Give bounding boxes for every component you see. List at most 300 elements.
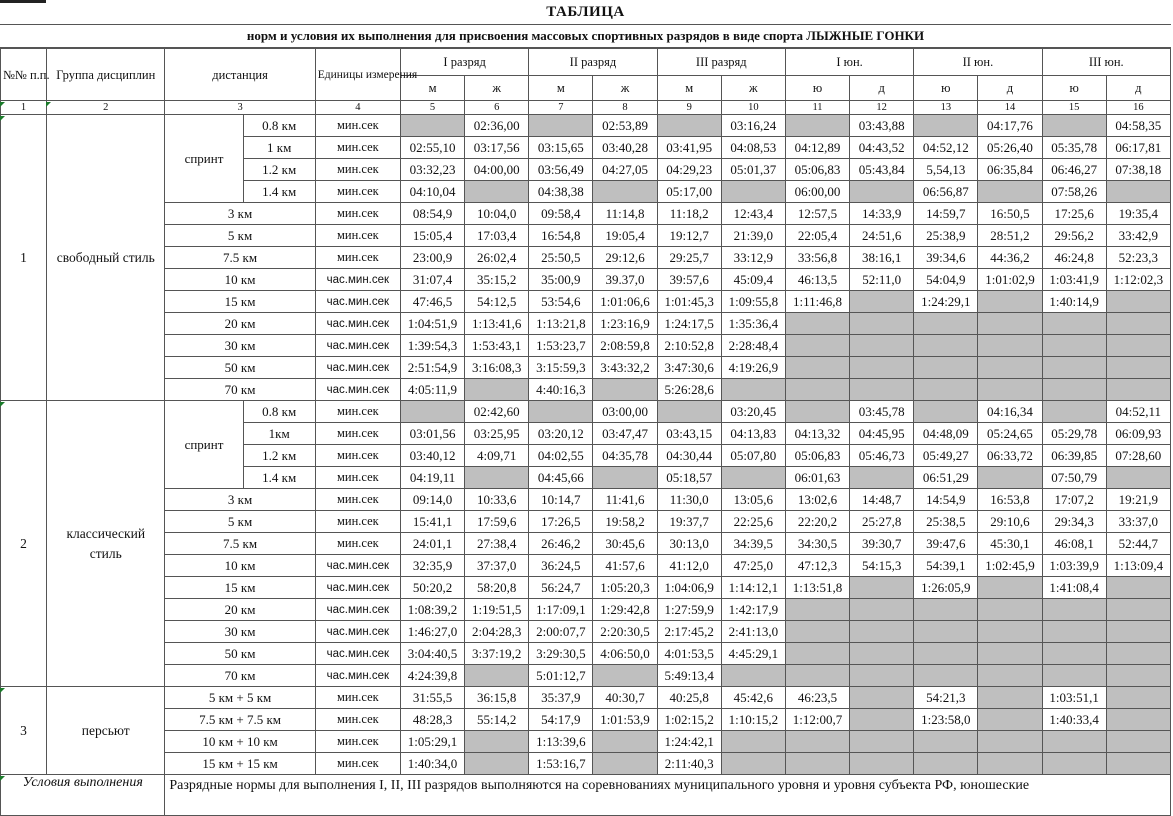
norm-value: 1:05:29,1 — [400, 731, 464, 753]
norm-value: 47:25,0 — [721, 555, 785, 577]
units-cell: мин.сек — [315, 511, 400, 533]
norm-value: 39.37,0 — [593, 269, 657, 291]
header-gender: ж — [593, 76, 657, 101]
norm-value: 26:46,2 — [529, 533, 593, 555]
norm-value: 04:00,00 — [465, 159, 529, 181]
norm-value — [593, 379, 657, 401]
units-cell: час.мин.сек — [315, 599, 400, 621]
table-row — [1, 225, 1171, 247]
header-gender: ж — [721, 76, 785, 101]
header-units: Единицы измерения — [315, 49, 400, 101]
norm-value: 4:19:26,9 — [721, 357, 785, 379]
norm-value — [978, 335, 1042, 357]
norm-value: 4:06:50,0 — [593, 643, 657, 665]
section-number: 3 — [1, 687, 47, 775]
norm-value: 04:35,78 — [593, 445, 657, 467]
norm-value — [1042, 357, 1106, 379]
header-rank: I разряд — [400, 49, 528, 76]
table-row — [1, 247, 1171, 269]
norm-value — [978, 577, 1042, 599]
norm-value — [1106, 753, 1170, 775]
norm-value: 03:00,00 — [593, 401, 657, 423]
section-number: 2 — [1, 401, 47, 687]
norm-value — [785, 115, 849, 137]
norm-value: 04:27,05 — [593, 159, 657, 181]
norm-value: 06:00,00 — [785, 181, 849, 203]
norm-value — [1106, 379, 1170, 401]
distance-cell: 0.8 км — [243, 115, 315, 137]
norm-value: 1:04:06,9 — [657, 577, 721, 599]
norm-value: 06:35,84 — [978, 159, 1042, 181]
norm-value: 3:47:30,6 — [657, 357, 721, 379]
distance-cell: 3 км — [165, 489, 315, 511]
norm-value — [978, 357, 1042, 379]
norm-value: 05:26,40 — [978, 137, 1042, 159]
norm-value: 36:24,5 — [529, 555, 593, 577]
units-cell: мин.сек — [315, 225, 400, 247]
distance-cell: 10 км + 10 км — [165, 731, 315, 753]
norm-value: 25:38,5 — [914, 511, 978, 533]
units-cell: мин.сек — [315, 423, 400, 445]
norm-value: 02:36,00 — [465, 115, 529, 137]
norm-value: 1:09:55,8 — [721, 291, 785, 313]
norm-value: 1:53:16,7 — [529, 753, 593, 775]
header-group: Группа дисциплин — [47, 49, 165, 101]
table-row — [1, 533, 1171, 555]
norm-value: 5,54,13 — [914, 159, 978, 181]
norm-value: 1:12:00,7 — [785, 709, 849, 731]
conditions-row — [1, 775, 1171, 816]
norm-value: 1:13:39,6 — [529, 731, 593, 753]
norm-value — [785, 621, 849, 643]
table-row — [1, 643, 1171, 665]
norm-value: 40:25,8 — [657, 687, 721, 709]
norm-value: 4:09,71 — [465, 445, 529, 467]
table-row — [1, 313, 1171, 335]
header-gender: м — [529, 76, 593, 101]
column-number: 16 — [1106, 101, 1170, 115]
norm-value: 2:28:48,4 — [721, 335, 785, 357]
table-row — [1, 731, 1171, 753]
norm-value: 22:25,6 — [721, 511, 785, 533]
norm-value: 15:41,1 — [400, 511, 464, 533]
norm-value: 04:12,89 — [785, 137, 849, 159]
norm-value — [850, 643, 914, 665]
norm-value: 35:15,2 — [465, 269, 529, 291]
norm-value — [978, 665, 1042, 687]
norm-value: 33:12,9 — [721, 247, 785, 269]
distance-cell: 15 км — [165, 291, 315, 313]
norm-value: 07:50,79 — [1042, 467, 1106, 489]
norm-value — [914, 357, 978, 379]
distance-cell: 70 км — [165, 665, 315, 687]
column-number: 10 — [721, 101, 785, 115]
distance-cell: 1.4 км — [243, 181, 315, 203]
table-row — [1, 357, 1171, 379]
norm-value: 19:58,2 — [593, 511, 657, 533]
norm-value: 1:23:16,9 — [593, 313, 657, 335]
norm-value — [529, 115, 593, 137]
norm-value: 04:10,04 — [400, 181, 464, 203]
norm-value: 39:30,7 — [850, 533, 914, 555]
units-cell: мин.сек — [315, 687, 400, 709]
norm-value: 04:17,76 — [978, 115, 1042, 137]
norm-value: 04:30,44 — [657, 445, 721, 467]
cell-marker-icon — [0, 776, 5, 781]
norm-value — [785, 313, 849, 335]
norm-value: 17:59,6 — [465, 511, 529, 533]
section-number: 1 — [1, 115, 47, 401]
distance-cell: 1.2 км — [243, 445, 315, 467]
column-number: 15 — [1042, 101, 1106, 115]
norm-value: 14:48,7 — [850, 489, 914, 511]
norm-value — [1106, 731, 1170, 753]
norm-value: 29:25,7 — [657, 247, 721, 269]
norm-value: 1:41:08,4 — [1042, 577, 1106, 599]
norm-value — [721, 753, 785, 775]
norm-value: 32:35,9 — [400, 555, 464, 577]
units-cell: мин.сек — [315, 753, 400, 775]
norm-value: 1:40:34,0 — [400, 753, 464, 775]
distance-cell: 15 км — [165, 577, 315, 599]
norm-value: 04:02,55 — [529, 445, 593, 467]
norm-value: 02:42,60 — [465, 401, 529, 423]
units-cell: час.мин.сек — [315, 379, 400, 401]
norm-value: 4:40:16,3 — [529, 379, 593, 401]
norm-value: 38:16,1 — [850, 247, 914, 269]
norm-value: 3:16:08,3 — [465, 357, 529, 379]
norm-value — [978, 687, 1042, 709]
norm-value: 30:13,0 — [657, 533, 721, 555]
norm-value: 44:36,2 — [978, 247, 1042, 269]
header-gender: д — [978, 76, 1042, 101]
norm-value: 21:39,0 — [721, 225, 785, 247]
norm-value: 1:24:29,1 — [914, 291, 978, 313]
page-title: ТАБЛИЦА — [0, 0, 1171, 25]
norm-value — [785, 357, 849, 379]
norm-value: 2:51:54,9 — [400, 357, 464, 379]
column-number: 11 — [785, 101, 849, 115]
norm-value — [593, 731, 657, 753]
norm-value: 05:17,00 — [657, 181, 721, 203]
norm-value: 54:12,5 — [465, 291, 529, 313]
norm-value: 03:15,65 — [529, 137, 593, 159]
units-cell: мин.сек — [315, 137, 400, 159]
norm-value: 1:04:51,9 — [400, 313, 464, 335]
column-number: 8 — [593, 101, 657, 115]
norm-value: 2:11:40,3 — [657, 753, 721, 775]
norm-value: 03:32,23 — [400, 159, 464, 181]
norm-value — [400, 115, 464, 137]
norm-value: 06:51,29 — [914, 467, 978, 489]
norm-value: 03:20,12 — [529, 423, 593, 445]
norm-value: 48:28,3 — [400, 709, 464, 731]
norm-value: 04:19,11 — [400, 467, 464, 489]
units-cell: час.мин.сек — [315, 665, 400, 687]
norm-value: 12:57,5 — [785, 203, 849, 225]
norm-value: 54:39,1 — [914, 555, 978, 577]
header-gender: д — [1106, 76, 1170, 101]
norm-value — [914, 599, 978, 621]
norm-value — [914, 621, 978, 643]
norm-value — [850, 621, 914, 643]
norm-value: 45:09,4 — [721, 269, 785, 291]
column-number: 9 — [657, 101, 721, 115]
distance-cell: 5 км + 5 км — [165, 687, 315, 709]
norm-value — [914, 643, 978, 665]
norm-value — [1106, 291, 1170, 313]
norm-value: 19:35,4 — [1106, 203, 1170, 225]
norm-value: 41:12,0 — [657, 555, 721, 577]
norm-value: 1:10:15,2 — [721, 709, 785, 731]
column-number: 3 — [165, 101, 315, 115]
norm-value: 36:15,8 — [465, 687, 529, 709]
table-row — [1, 555, 1171, 577]
norm-value: 54:17,9 — [529, 709, 593, 731]
norm-value: 03:16,24 — [721, 115, 785, 137]
distance-cell: 30 км — [165, 621, 315, 643]
norm-value: 17:07,2 — [1042, 489, 1106, 511]
norm-value: 04:43,52 — [850, 137, 914, 159]
norm-value: 4:05:11,9 — [400, 379, 464, 401]
norm-value: 1:24:17,5 — [657, 313, 721, 335]
norm-value: 1:14:12,1 — [721, 577, 785, 599]
column-number: 2 — [47, 101, 165, 115]
norm-value: 02:55,10 — [400, 137, 464, 159]
norm-value: 2:17:45,2 — [657, 621, 721, 643]
norm-value: 05:07,80 — [721, 445, 785, 467]
norm-value: 03:01,56 — [400, 423, 464, 445]
distance-cell: 0.8 км — [243, 401, 315, 423]
table-row — [1, 115, 1171, 137]
norm-value: 17:25,6 — [1042, 203, 1106, 225]
norm-value: 33:56,8 — [785, 247, 849, 269]
norm-value — [978, 599, 1042, 621]
distance-cell: 50 км — [165, 357, 315, 379]
norm-value: 39:47,6 — [914, 533, 978, 555]
distance-cell: 50 км — [165, 643, 315, 665]
norm-value: 05:06,83 — [785, 159, 849, 181]
norm-value: 30:45,6 — [593, 533, 657, 555]
norm-value: 04:58,35 — [1106, 115, 1170, 137]
distance-cell: 20 км — [165, 313, 315, 335]
norm-value — [850, 599, 914, 621]
norm-value — [978, 291, 1042, 313]
norm-value — [785, 401, 849, 423]
norm-value: 03:25,95 — [465, 423, 529, 445]
norm-value: 1:40:14,9 — [1042, 291, 1106, 313]
norm-value — [785, 643, 849, 665]
units-cell: мин.сек — [315, 445, 400, 467]
norm-value: 06:33,72 — [978, 445, 1042, 467]
norm-value: 17:03,4 — [465, 225, 529, 247]
norm-value: 03:45,78 — [850, 401, 914, 423]
distance-cell: 1.2 км — [243, 159, 315, 181]
norm-value: 39:57,6 — [657, 269, 721, 291]
conditions-label: Условия выполнения — [1, 775, 165, 816]
norm-value: 25:50,5 — [529, 247, 593, 269]
norm-value — [850, 687, 914, 709]
norm-value: 04:13,32 — [785, 423, 849, 445]
table-row — [1, 621, 1171, 643]
norm-value: 05:43,84 — [850, 159, 914, 181]
discipline-group: свободный стиль — [47, 115, 165, 401]
norm-value — [1106, 665, 1170, 687]
norm-value: 03:47,47 — [593, 423, 657, 445]
norm-value: 56:24,7 — [529, 577, 593, 599]
norm-value: 54:21,3 — [914, 687, 978, 709]
norm-value — [785, 665, 849, 687]
norm-value — [978, 621, 1042, 643]
norm-value — [785, 753, 849, 775]
units-cell: час.мин.сек — [315, 357, 400, 379]
norm-value: 23:00,9 — [400, 247, 464, 269]
norm-value — [850, 665, 914, 687]
norm-value: 46:08,1 — [1042, 533, 1106, 555]
table-row — [1, 753, 1171, 775]
norm-value: 1:26:05,9 — [914, 577, 978, 599]
norm-value: 29:34,3 — [1042, 511, 1106, 533]
norm-value: 2:08:59,8 — [593, 335, 657, 357]
norm-value — [978, 181, 1042, 203]
norm-value: 04:52,12 — [914, 137, 978, 159]
norm-value: 04:29,23 — [657, 159, 721, 181]
sprint-label: спринт — [165, 401, 243, 489]
units-cell: мин.сек — [315, 401, 400, 423]
cell-marker-icon — [0, 402, 5, 407]
norm-value: 19:37,7 — [657, 511, 721, 533]
cell-marker-icon — [0, 688, 5, 693]
distance-cell: 20 км — [165, 599, 315, 621]
norm-value — [914, 335, 978, 357]
norm-value: 1:03:39,9 — [1042, 555, 1106, 577]
norm-value: 04:08,53 — [721, 137, 785, 159]
column-number: 7 — [529, 101, 593, 115]
distance-cell: 1км — [243, 423, 315, 445]
norm-value — [465, 753, 529, 775]
norm-value — [465, 181, 529, 203]
norm-value: 05:06,83 — [785, 445, 849, 467]
norm-value — [1042, 753, 1106, 775]
norm-value: 37:37,0 — [465, 555, 529, 577]
norm-value — [785, 731, 849, 753]
norm-value — [850, 467, 914, 489]
norm-value: 4:24:39,8 — [400, 665, 464, 687]
norm-value: 24:51,6 — [850, 225, 914, 247]
norm-value: 06:09,93 — [1106, 423, 1170, 445]
norm-value: 3:15:59,3 — [529, 357, 593, 379]
norm-value: 4:01:53,5 — [657, 643, 721, 665]
header-gender: д — [850, 76, 914, 101]
norm-value: 39:34,6 — [914, 247, 978, 269]
norm-value — [465, 731, 529, 753]
norm-value — [914, 731, 978, 753]
distance-cell: 10 км — [165, 555, 315, 577]
norm-value — [1106, 577, 1170, 599]
norm-value — [914, 665, 978, 687]
norm-value: 12:43,4 — [721, 203, 785, 225]
units-cell: час.мин.сек — [315, 335, 400, 357]
table-row — [1, 489, 1171, 511]
norm-value: 1:03:41,9 — [1042, 269, 1106, 291]
discipline-group: персьют — [47, 687, 165, 775]
header-rank: III разряд — [657, 49, 785, 76]
header-gender: ю — [1042, 76, 1106, 101]
norm-value: 1:13:21,8 — [529, 313, 593, 335]
norm-value: 04:38,38 — [529, 181, 593, 203]
norm-value: 05:49,27 — [914, 445, 978, 467]
table-row — [1, 599, 1171, 621]
norm-value — [785, 599, 849, 621]
norm-value — [785, 379, 849, 401]
norm-value — [1106, 313, 1170, 335]
norm-value: 05:01,37 — [721, 159, 785, 181]
norm-value: 54:15,3 — [850, 555, 914, 577]
units-cell: мин.сек — [315, 467, 400, 489]
norm-value: 35:37,9 — [529, 687, 593, 709]
norm-value: 52:23,3 — [1106, 247, 1170, 269]
norm-value — [850, 181, 914, 203]
top-corner-mark — [0, 0, 46, 3]
norm-value: 19:21,9 — [1106, 489, 1170, 511]
norm-value — [721, 467, 785, 489]
header-gender: ю — [785, 76, 849, 101]
units-cell: час.мин.сек — [315, 577, 400, 599]
norm-value: 46:23,5 — [785, 687, 849, 709]
norm-value: 05:35,78 — [1042, 137, 1106, 159]
norm-value: 25:27,8 — [850, 511, 914, 533]
norm-value: 5:26:28,6 — [657, 379, 721, 401]
column-number: 14 — [978, 101, 1042, 115]
norm-value: 08:54,9 — [400, 203, 464, 225]
norm-value: 1:29:42,8 — [593, 599, 657, 621]
norm-value: 03:41,95 — [657, 137, 721, 159]
norm-value: 3:43:32,2 — [593, 357, 657, 379]
norm-value: 47:12,3 — [785, 555, 849, 577]
units-cell: мин.сек — [315, 247, 400, 269]
norm-value — [721, 379, 785, 401]
distance-cell: 15 км + 15 км — [165, 753, 315, 775]
norm-value: 10:14,7 — [529, 489, 593, 511]
table-row — [1, 401, 1171, 423]
norm-value — [914, 401, 978, 423]
norm-value: 1:03:51,1 — [1042, 687, 1106, 709]
distance-cell: 5 км — [165, 511, 315, 533]
norm-value: 14:33,9 — [850, 203, 914, 225]
norm-value: 2:00:07,7 — [529, 621, 593, 643]
norm-value: 04:13,83 — [721, 423, 785, 445]
norm-value: 24:01,1 — [400, 533, 464, 555]
table-row — [1, 379, 1171, 401]
norm-value — [1106, 643, 1170, 665]
norm-value — [465, 379, 529, 401]
norm-value: 03:17,56 — [465, 137, 529, 159]
norm-value: 29:12,6 — [593, 247, 657, 269]
norm-value — [465, 665, 529, 687]
cell-marker-icon — [0, 102, 5, 107]
norm-value: 11:41,6 — [593, 489, 657, 511]
norm-value — [721, 731, 785, 753]
page-subtitle: норм и условия их выполнения для присвоения массовых спортивных разрядов в виде спорта ЛЫЖНЫЕ ГОНКИ — [0, 25, 1171, 48]
distance-cell: 7.5 км + 7.5 км — [165, 709, 315, 731]
column-number: 4 — [315, 101, 400, 115]
distance-cell: 3 км — [165, 203, 315, 225]
norm-value — [1106, 467, 1170, 489]
norm-value: 16:54,8 — [529, 225, 593, 247]
norm-value: 09:14,0 — [400, 489, 464, 511]
norm-value: 54:04,9 — [914, 269, 978, 291]
norm-value: 09:58,4 — [529, 203, 593, 225]
